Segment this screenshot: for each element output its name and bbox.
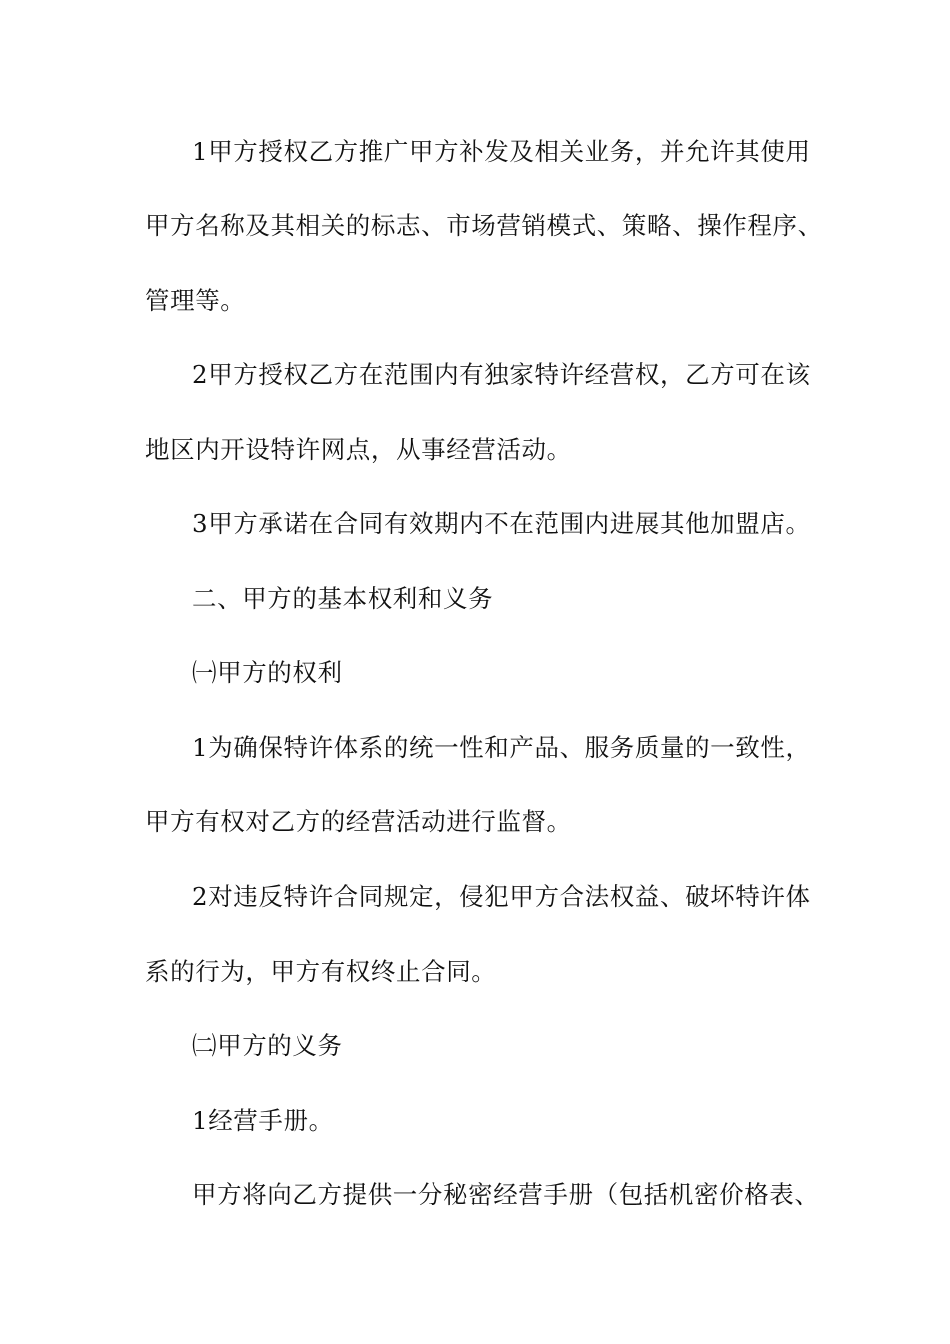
paragraph-line: 1经营手册。 bbox=[192, 1106, 334, 1135]
paragraph-line: 3甲方承诺在合同有效期内不在范围内进展其他加盟店。 bbox=[192, 509, 811, 538]
paragraph-line: 1为确保特许体系的统一性和产品、服务质量的一致性， bbox=[192, 733, 811, 762]
paragraph-line: 管理等。 bbox=[145, 286, 246, 315]
subsection-heading: ㈡甲方的义务 bbox=[192, 1031, 343, 1060]
section-heading: 二、甲方的基本权利和义务 bbox=[192, 584, 494, 613]
paragraph-line: 2对违反特许合同规定，侵犯甲方合法权益、破坏特许体 bbox=[192, 882, 811, 911]
subsection-heading: ㈠甲方的权利 bbox=[192, 658, 343, 687]
paragraph-line: 甲方将向乙方提供一分秘密经营手册（包括机密价格表、 bbox=[192, 1180, 820, 1209]
paragraph-line: 1甲方授权乙方推广甲方补发及相关业务，并允许其使用 bbox=[192, 137, 811, 166]
paragraph-line: 系的行为，甲方有权终止合同。 bbox=[145, 957, 497, 986]
paragraph-line: 甲方名称及其相关的标志、市场营销模式、策略、操作程序、 bbox=[145, 211, 823, 240]
paragraph-line: 甲方有权对乙方的经营活动进行监督。 bbox=[145, 807, 572, 836]
paragraph-line: 地区内开设特许网点，从事经营活动。 bbox=[145, 435, 572, 464]
paragraph-line: 2甲方授权乙方在范围内有独家特许经营权，乙方可在该 bbox=[192, 360, 811, 389]
